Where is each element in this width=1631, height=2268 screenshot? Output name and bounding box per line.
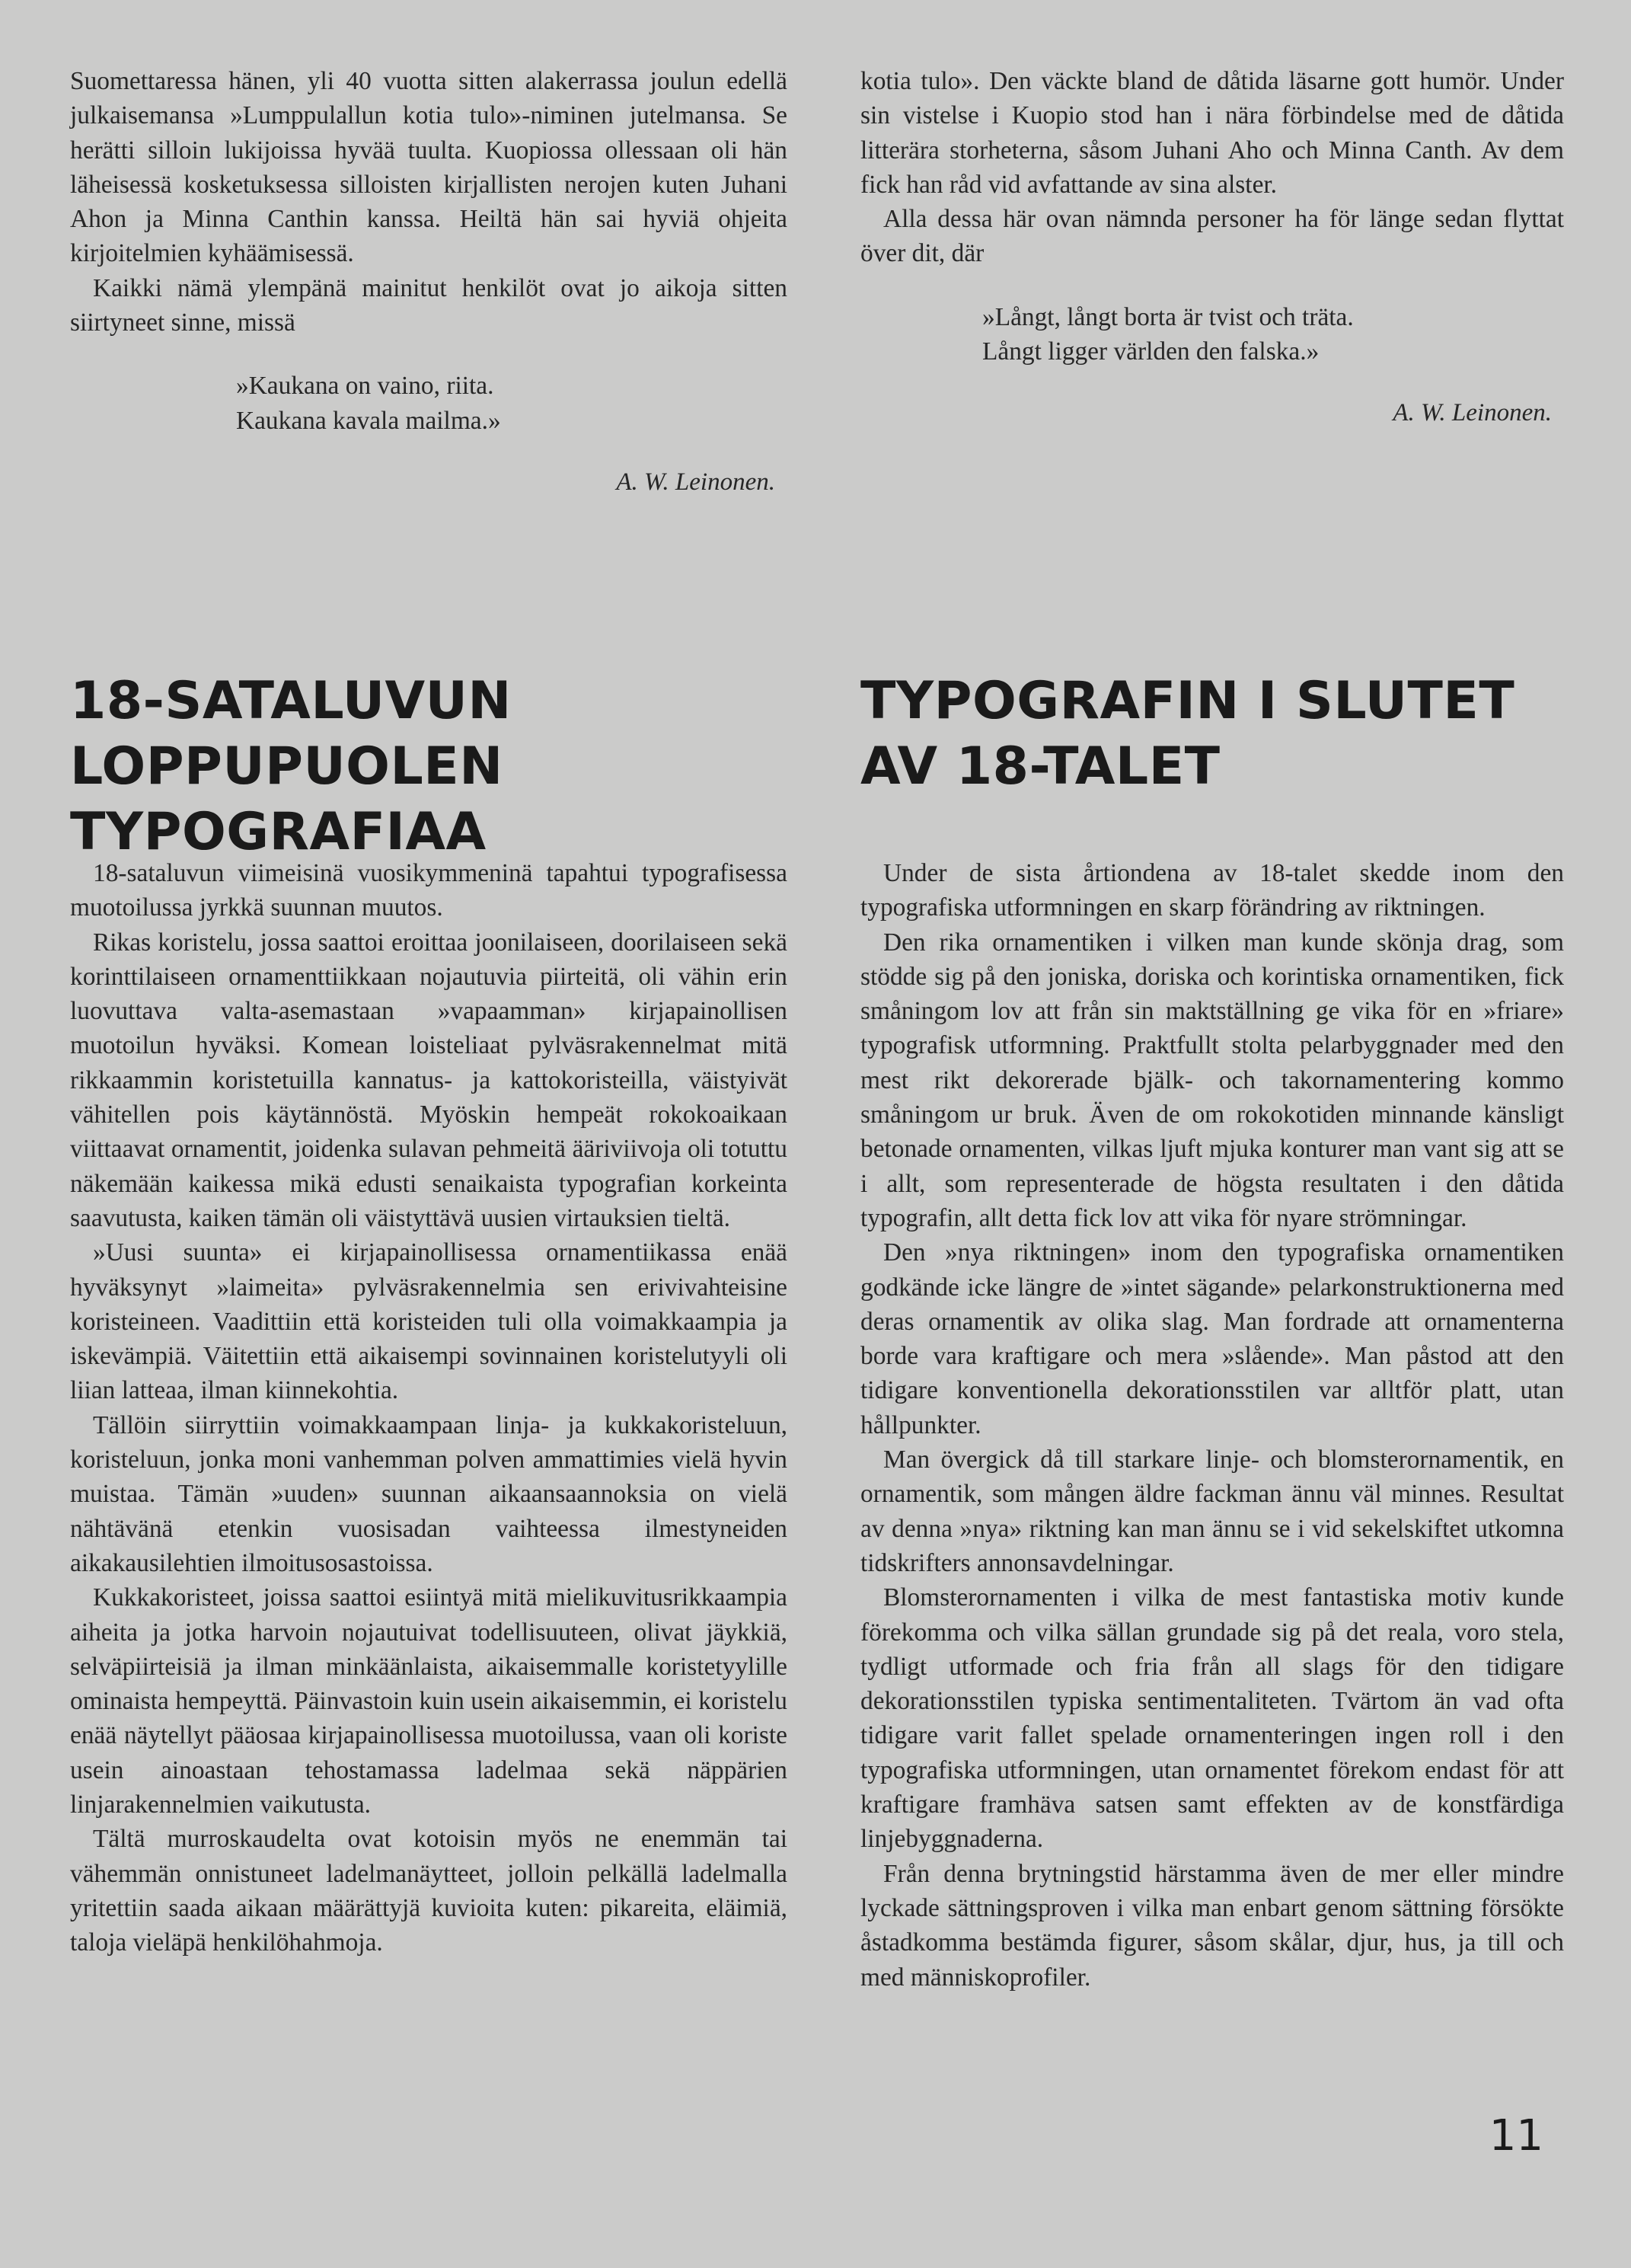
swedish-article-paragraph: Från denna brytningstid härstamma även de mer eller mindre lyckade sättningsproven i vilka man enbart genom sättning försökte åstadkomma bestämda figurer, såsom skålar, djur, hus, ja till och med människoprofiler. bbox=[860, 1859, 1564, 1992]
finnish-article-paragraph: »Uusi suunta» ei kirjapainollisessa ornamentiikassa enää hyväksynyt »laimeita» pylväsrakennelmia sen erivivahteisine koristeineen. Vaadittiin että koristeiden tuli olla voimakkaampia ja iskevämpiä. Väitettiin että aikaisempi sovinnainen koristelutyyli oli liian latteaa, ilman kiinnekohtia. bbox=[70, 1238, 787, 1405]
swedish-verse bbox=[982, 300, 1564, 369]
swedish-signature: A. W. Leinonen. bbox=[1393, 399, 1552, 427]
page-number: 11 bbox=[1489, 2111, 1543, 2161]
finnish-article-paragraph: Tältä murroskaudelta ovat kotoisin myös ne enemmän tai vähemmän onnistuneet ladelmanäytteet, jolloin pelkällä ladelmalla yritettiin saada aikaan määrättyjä kuvioita kuten: pikareita, eläimiä, taloja vieläpä henkilöhahmoja. bbox=[70, 1825, 787, 1957]
swedish-article-paragraph: Under de sista årtiondena av 18-talet skedde inom den typografiska utformningen en skarp förändring av riktningen. bbox=[860, 859, 1564, 922]
verse-line: »Kaukana on vaino, riita. bbox=[236, 372, 494, 401]
swedish-intro-paragraph: Alla dessa här ovan nämnda personer ha för länge sedan flyttat över dit, där bbox=[860, 205, 1564, 268]
swedish-article-paragraph: Den rika ornamentiken i vilken man kunde skönja drag, som stödde sig på den joniska, doriska och korintiska ornamentiken, fick småningom lov att från sin maktställning ge vika för en »friare» typografisk utformning. Praktfullt stolta pelarbyggnader med den mest rikt dekorerade bjälk- och takornamentering kommo småningom ur bruk. Även de om rokokotiden minnande känsligt betonade ornamenten, vilkas ljuft mjuka konturer man vant sig att se i allt, som representerade de högsta resultaten i den dåtida typografin, allt detta fick lov att vika för nyare strömningar. bbox=[860, 928, 1564, 1232]
swedish-article-paragraph: Blomsterornamenten i vilka de mest fantastiska motiv kunde förekomma och vilka sällan grundade sig på det reala, voro stela, tydligt utformade och fria från all slags för den tidigare dekorationsstilen typiska sentimentaliteten. Tvärtom än vad ofta tidigare varit fallet spelade ornamenteringen ingen roll i den typografiska utformningen, utan ornamentet förekom endast för att kraftigare framhäva satsen samt effekten av de konstfärdiga linjebyggnaderna. bbox=[860, 1583, 1564, 1854]
swedish-intro-paragraph: kotia tulo». Den väckte bland de dåtida läsarne gott humör. Under sin vistelse i Kuopio stod han i nära förbindelse med de dåtida litterära storheterna, såsom Juhani Aho och Minna Canth. Av dem fick han råd vid avfattande av sina alster. bbox=[860, 67, 1564, 199]
swedish-article-paragraph: Den »nya riktningen» inom den typografiska ornamentiken godkände icke längre de »intet sägande» pelarkonstruktionerna med deras ornamentik av olika slag. Man fordrade att ornamenterna borde vara kraftigare och mera »slående». Man påstod att den tidigare konventionella dekorationsstilen var alltför platt, utan hållpunkter. bbox=[860, 1238, 1564, 1439]
finnish-verse bbox=[236, 369, 787, 438]
verse-line: »Långt, långt borta är tvist och träta. bbox=[982, 302, 1354, 331]
swedish-article-paragraph: Man övergick då till starkare linje- och blomsterornamentik, en ornamentik, som mången äldre fackman ännu väl minnes. Resultat av denna »nya» riktning kan man ännu se i vid sekelskiftet utkomna tidskrifters annonsavdelningar. bbox=[860, 1445, 1564, 1577]
finnish-intro-column bbox=[70, 64, 787, 497]
finnish-intro-paragraph: Suomettaressa hänen, yli 40 vuotta sitten alakerrassa joulun edellä julkaisemansa »Lumppulallun kotia tulo»-niminen jutelmansa. Se herätti silloin lukijoissa hyvää tuulta. Kuopiossa ollessaan oli hän läheisessä kosketuksessa silloisten kirjallisten nerojen kuten Juhani Ahon ja Minna Canthin kanssa. Heiltä hän sai hyviä ohjeita kirjoitelmien kyhäämisessä. bbox=[70, 67, 787, 268]
finnish-article-paragraph: Kukkakoristeet, joissa saattoi esiintyä mitä mielikuvitusrikkaampia aiheita ja jotka harvoin nojautuivat todellisuuteen, olivat jäykkiä, selväpiirteisiä ja ilman minkäänlaista, aikaisemmalle koristetyylille ominaista hempeyttä. Päinvastoin kuin usein aikaisemmin, ei koristelu enää näytellyt pääosaa kirjapainollisessa muotoilussa, vaan oli koriste usein ainoastaan tehostamassa ladelmaa sekä näppärien linjarakennelmien vaikutusta. bbox=[70, 1583, 787, 1819]
finnish-article-paragraph: Rikas koristelu, jossa saattoi eroittaa joonilaiseen, doorilaiseen sekä korinttilaiseen ornamenttiikkaan nojautuvia piirteitä, oli vähin erin luovuttava valta-asemastaan »vapaamman» kirjapainollisen muotoilun hyväksi. Komean loisteliaat pylväsrakennelmat mitä rikkaammin koristetuilla kannatus- ja kattokoristeilla, väistyivät vähitellen pois käytännöstä. Myöskin hempeät rokokoaikaan viittaavat ornamentit, joidenka sulavan pehmeitä ääriviivoja oli totuttu näkemään kaikessa mikä edusti senaikaista typografian korkeinta saavutusta, kaiken tämän oli väistyttävä uusien virtauksien tieltä. bbox=[70, 928, 787, 1232]
finnish-article-paragraph: 18-sataluvun viimeisinä vuosikymmeninä tapahtui typografisessa muotoilussa jyrkkä suunnan muutos. bbox=[70, 859, 787, 922]
verse-line: Långt ligger världen den falska.» bbox=[982, 337, 1320, 366]
finnish-signature: A. W. Leinonen. bbox=[616, 468, 775, 496]
swedish-intro-column bbox=[860, 64, 1564, 427]
swedish-article-body bbox=[860, 856, 1564, 1995]
finnish-article-body bbox=[70, 856, 787, 1960]
finnish-article-title: 18-SATALUVUN LOPPUPUOLEN TYPOGRAFIAA bbox=[70, 671, 512, 862]
swedish-article-title: TYPOGRAFIN I SLUTET AV 18-TALET bbox=[860, 671, 1515, 797]
finnish-intro-paragraph: Kaikki nämä ylempänä mainitut henkilöt ovat jo aikoja sitten siirtyneet sinne, missä bbox=[70, 273, 787, 337]
verse-line: Kaukana kavala mailma.» bbox=[236, 406, 501, 435]
finnish-article-paragraph: Tällöin siirryttiin voimakkaampaan linja- ja kukkakoristeluun, koristeluun, jonka moni vanhemman polven ammattimies vielä hyvin muistaa. Tämän »uuden» suunnan aikaansaannoksia on vielä nähtävänä etenkin vuosisadan vaihteessa ilmestyneiden aikakausilehtien ilmoitusosastoissa. bbox=[70, 1410, 787, 1577]
